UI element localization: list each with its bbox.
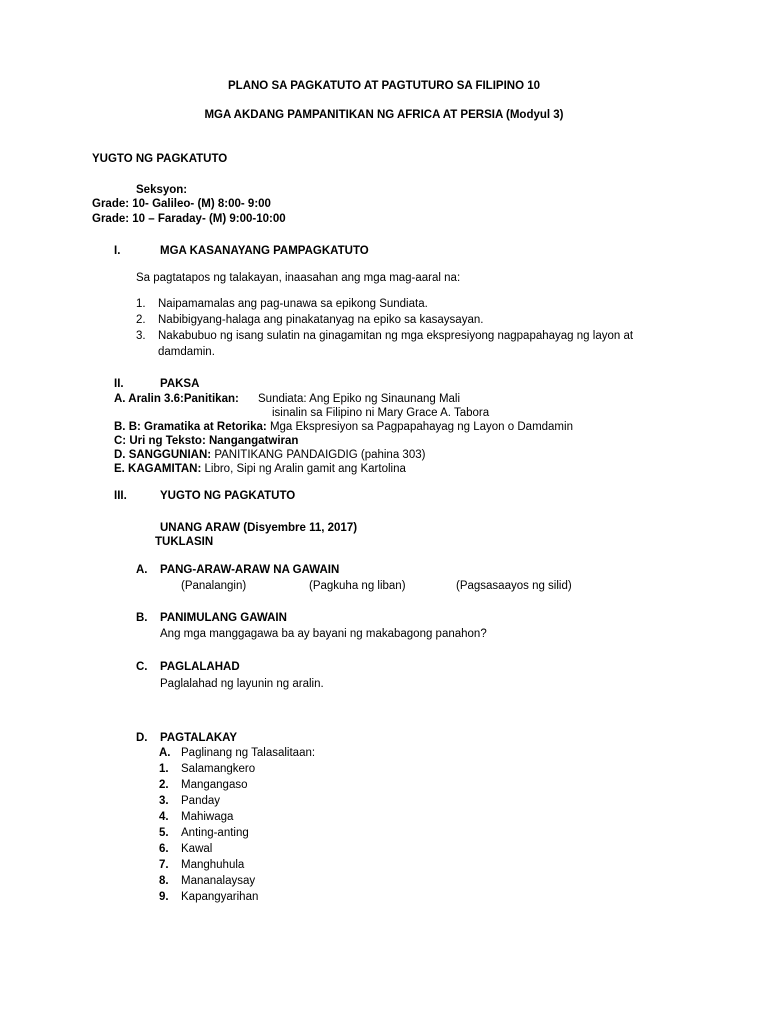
vocab-word: Panday — [181, 795, 221, 807]
topic-e-value: Libro, Sipi ng Aralin gamit ang Kartolina — [201, 463, 406, 475]
vocab-word: Mananalaysay — [181, 875, 256, 887]
document-title: PLANO SA PAGKATUTO AT PAGTUTURO SA FILIPINO 10 — [228, 80, 540, 92]
activity-c-label: C. — [136, 661, 148, 673]
topic-b-value: Mga Ekspresiyon sa Pagpapahayag ng Layon o Damdamin — [266, 421, 573, 433]
part3-numeral: III. — [114, 490, 127, 502]
vocab-sub-text: Paglinang ng Talasalitaan: — [181, 747, 316, 759]
topic-e-line — [114, 462, 406, 476]
vocab-word: Kawal — [181, 843, 213, 855]
part1-heading: MGA KASANAYANG PAMPAGKATUTO — [160, 245, 369, 257]
vocab-sub-label: A. — [159, 747, 171, 759]
vocab-word: Anting-anting — [181, 827, 249, 839]
activity-a-item-1: (Panalangin) — [181, 580, 247, 592]
activity-b-label: B. — [136, 612, 148, 624]
vocab-word: Mahiwaga — [181, 811, 234, 823]
objective-num-1: 1. — [136, 298, 146, 310]
objective-3: Nakabubuo ng isang sulatin na ginagamitan ng mga ekspresiyong nagpapahayag ng layon at — [158, 330, 634, 342]
document-subtitle: MGA AKDANG PAMPANITIKAN NG AFRICA AT PERSIA (Modyul 3) — [204, 109, 564, 121]
topic-a-label: A. Aralin 3.6:Panitikan: — [114, 393, 239, 405]
section-label: Seksyon: — [136, 184, 188, 196]
grade-line-1: Grade: 10- Galileo- (M) 8:00- 9:00 — [92, 198, 271, 210]
part1-numeral: I. — [114, 245, 121, 257]
topic-d-value: PANITIKANG PANDAIGDIG (pahina 303) — [211, 449, 426, 461]
activity-d-heading: PAGTALAKAY — [160, 732, 238, 744]
part3-heading: YUGTO NG PAGKATUTO — [160, 490, 296, 502]
topic-a-value: Sundiata: Ang Epiko ng Sinaunang Mali — [258, 393, 461, 405]
vocab-number: 2. — [159, 779, 169, 791]
topic-d-line — [114, 448, 425, 462]
vocab-word: Mangangaso — [181, 779, 248, 791]
vocab-word: Salamangkero — [181, 763, 256, 775]
vocab-number: 3. — [159, 795, 169, 807]
topic-b-label: B. B: Gramatika at Retorika: — [114, 421, 267, 433]
activity-a-item-2: (Pagkuha ng liban) — [309, 580, 406, 592]
stage-heading: YUGTO NG PAGKATUTO — [92, 153, 228, 165]
topic-e-label: E. KAGAMITAN: — [114, 463, 202, 475]
topic-a-translator: isinalin sa Filipino ni Mary Grace A. Tabora — [272, 407, 490, 419]
vocab-number: 9. — [159, 891, 169, 903]
vocab-number: 8. — [159, 875, 169, 887]
activity-b-text: Ang mga manggagawa ba ay bayani ng makabagong panahon? — [160, 628, 487, 640]
tuklasin-heading: TUKLASIN — [155, 536, 214, 548]
vocab-number: 1. — [159, 763, 169, 775]
activity-b-heading: PANIMULANG GAWAIN — [160, 612, 287, 624]
topic-b-line — [114, 420, 573, 434]
part1-intro: Sa pagtatapos ng talakayan, inaasahan ang mga mag-aaral na: — [136, 272, 461, 284]
vocab-word: Manghuhula — [181, 859, 245, 871]
topic-c-line: C: Uri ng Teksto: Nangangatwiran — [114, 435, 299, 447]
topic-d-label: D. SANGGUNIAN: — [114, 449, 212, 461]
vocab-number: 6. — [159, 843, 169, 855]
vocab-number: 5. — [159, 827, 169, 839]
grade-line-2: Grade: 10 – Faraday- (M) 9:00-10:00 — [92, 213, 286, 225]
activity-a-heading: PANG-ARAW-ARAW NA GAWAIN — [160, 564, 340, 576]
objective-3-continued: damdamin. — [158, 346, 215, 358]
part2-numeral: II. — [114, 378, 124, 390]
objective-2: Nabibigyang-halaga ang pinakatanyag na epiko sa kasaysayan. — [158, 314, 484, 326]
day-heading: UNANG ARAW (Disyembre 11, 2017) — [160, 522, 358, 534]
vocab-word: Kapangyarihan — [181, 891, 259, 903]
objective-num-3: 3. — [136, 330, 146, 342]
activity-d-label: D. — [136, 732, 148, 744]
vocab-number: 7. — [159, 859, 169, 871]
activity-a-item-3: (Pagsasaayos ng silid) — [456, 580, 572, 592]
vocab-number: 4. — [159, 811, 169, 823]
objective-num-2: 2. — [136, 314, 146, 326]
activity-c-heading: PAGLALAHAD — [160, 661, 240, 673]
activity-c-text: Paglalahad ng layunin ng aralin. — [160, 678, 324, 690]
activity-a-label: A. — [136, 564, 148, 576]
part2-heading: PAKSA — [160, 378, 200, 390]
objective-1: Naipamamalas ang pag-unawa sa epikong Sundiata. — [158, 298, 428, 310]
